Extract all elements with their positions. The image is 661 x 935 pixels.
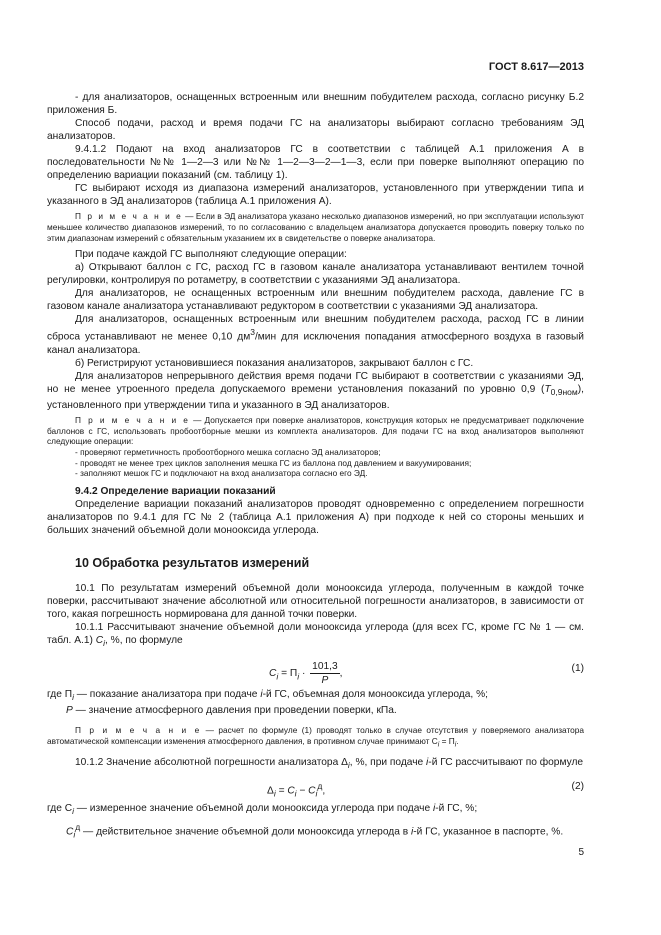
text-run: — действительное значение объемной доли монооксида углерода в xyxy=(80,826,411,838)
subscript: i xyxy=(315,788,318,799)
note xyxy=(47,211,584,243)
paragraph: При подаче каждой ГС выполняют следующие операции: xyxy=(75,249,347,261)
paragraph xyxy=(47,313,584,357)
symbol: C xyxy=(95,635,104,647)
paragraph xyxy=(47,756,584,772)
text-run: Для анализаторов непрерывного действия время подачи ГС выбирают в соответствии с указаниями ЭД, но не менее утроенного предела допускаемого времени установления показаний по уровню 0,9 ( xyxy=(47,371,584,396)
paragraph: Определение вариации показаний анализаторов проводят одновременно с определением погрешности анализаторов по 9.4.1 для ГС № 2 (таблица А.1 приложения А) при подходе к ней со стороны меньших и больших значений объемной доли монооксида углерода. xyxy=(47,498,584,536)
text-run: -й ГС, объемная доля монооксида углерода, %; xyxy=(262,689,488,701)
paragraph: а) Открывают баллон с ГС, расход ГС в газовом канале анализатора устанавливают вентилем точной регулировки, контролируя по ротаметру, в соответствии с указаниями ЭД анализатора. xyxy=(47,262,584,287)
text-run: где C xyxy=(47,803,73,815)
note xyxy=(47,415,584,447)
text-run: ), установленного при утверждении типа и указанного в ЭД анализаторов. xyxy=(47,384,584,412)
formula-2 xyxy=(47,774,584,800)
paragraph: ГС выбирают исходя из диапазона измерений анализаторов, установленного при утверждении типа и указанного в ЭД анализаторов (таблица А.1 приложения А). xyxy=(47,183,584,208)
formula-expression xyxy=(267,780,325,800)
denominator: P xyxy=(321,675,329,687)
text-run: 10.1.2 Значение абсолютной погрешности анализатора Δ xyxy=(75,757,348,769)
text-run: -й ГС рассчитывают по формуле xyxy=(428,757,584,769)
section-heading: 10 Обработка результатов измерений xyxy=(75,555,310,570)
subscript: i xyxy=(72,806,74,817)
paragraph: Для анализаторов, не оснащенных встроенным или внешним побудителем расхода, давление ГС в газовом канале анализатора устанавливают редуктором в соответствии с указаниями ЭД анализатора. xyxy=(47,288,584,313)
formula-number: (2) xyxy=(571,781,584,793)
subscript: 0,9ном xyxy=(550,387,578,398)
note-text: — Если в ЭД анализатора указано несколько диапазонов измерений, но при эксплуатации используют меньшее количество диапазонов измерений, то по согласованию с владельцем анализатора допускается проводить поверку только по этим диапазонам измерений с обязательным указанием их в свидетельстве о поверке анализатора. xyxy=(47,211,584,243)
list-item: - проверяют герметичность пробоотборного мешка согласно ЭД анализаторов; xyxy=(75,446,381,457)
page-body xyxy=(47,91,584,842)
formula-expression xyxy=(269,660,343,687)
where-line xyxy=(47,688,584,704)
note-text: — расчет по формуле (1) проводят только в случае отсутствия у поверяемого анализатора автоматической компенсации изменения атмосферного давления, в противном случае принимают C xyxy=(47,725,584,746)
subscript: i xyxy=(454,741,457,749)
paragraph: 10.1 По результатам измерений объемной доли монооксида углерода, полученным в каждой точке поверки, рассчитывают значение абсолютной или относительной погрешности анализаторов, в зависимости от того, какая погрешность нормирована для данной точки поверки. xyxy=(47,582,584,621)
symbol: T xyxy=(544,384,551,396)
text-run: 10.1.1 Рассчитывают значение объемной доли монооксида углерода (для всех ГС, кроме ГС № 1 — см. табл. А.1) xyxy=(47,622,584,647)
symbol: i xyxy=(410,826,414,838)
text-run: — показание анализатора при подаче xyxy=(73,689,261,701)
symbol: C xyxy=(269,668,277,680)
symbol: i xyxy=(260,689,263,701)
text-run: , %, по формуле xyxy=(104,635,183,647)
list-item: - заполняют мешок ГС и подключают на вход анализатора согласно его ЭД. xyxy=(75,468,368,479)
symbol: P xyxy=(66,705,73,717)
note xyxy=(47,725,584,751)
paragraph: - для анализаторов, оснащенных встроенным или внешним побудителем расхода, согласно рисунку Б.2 приложения Б. xyxy=(47,92,584,117)
subsection-heading: 9.4.2 Определение вариации показаний xyxy=(75,485,276,497)
symbol: = C xyxy=(275,785,295,797)
fraction xyxy=(310,660,340,687)
paragraph xyxy=(47,370,584,412)
subscript: i xyxy=(347,760,350,771)
where-line xyxy=(47,704,584,717)
subscript: i xyxy=(103,638,105,649)
superscript: д xyxy=(75,822,81,833)
subscript: i xyxy=(437,741,440,749)
symbol: = Π xyxy=(278,668,298,680)
paragraph: Способ подачи, расход и время подачи ГС на анализаторы выбирают согласно требованиям ЭД анализаторов. xyxy=(47,118,584,143)
symbol: i xyxy=(433,803,436,815)
subscript: i xyxy=(73,829,76,840)
note-label: П р и м е ч а н и е xyxy=(75,211,183,222)
document-header: ГОСТ 8.617—2013 xyxy=(488,61,584,73)
page-number: 5 xyxy=(578,847,584,858)
list-item: - проводят не менее трех циклов заполнения мешка ГС из баллона под давлением и вакуумирования; xyxy=(75,457,472,468)
superscript: 3 xyxy=(250,327,255,338)
where-line xyxy=(47,802,584,818)
formula-number: (1) xyxy=(571,663,584,675)
symbol: , xyxy=(339,668,343,680)
text-run: /мин для исключения попадания атмосферного воздуха в газовый канал анализатора. xyxy=(47,331,584,356)
subscript: i xyxy=(72,692,74,703)
text-run: = Π xyxy=(439,735,455,746)
text-run: -й ГС, %; xyxy=(435,803,478,815)
symbol: i xyxy=(426,757,429,769)
subscript: i xyxy=(297,671,300,682)
subscript: i xyxy=(294,788,297,799)
numerator: 101,3 xyxy=(310,660,340,674)
paragraph: б) Регистрируют установившиеся показания анализаторов, закрывают баллон с ГС. xyxy=(75,357,474,369)
text-run: где Π xyxy=(47,689,73,701)
note-label: П р и м е ч а н и е xyxy=(75,415,190,426)
note-text: — Допускается при поверке анализаторов, конструкция которых не предусматривает подключение баллонов с ГС, использовать пробоотборные мешки из комплекта анализаторов. Для подачи ГС на вход анализаторов выполняют следующие операции: xyxy=(47,415,585,447)
text-run: — значение атмосферного давления при проведении поверки, кПа. xyxy=(72,705,397,717)
symbol: − C xyxy=(296,785,316,797)
formula-1 xyxy=(47,652,584,686)
subscript: i xyxy=(273,788,276,799)
where-line xyxy=(47,821,584,841)
superscript: д xyxy=(317,781,323,792)
symbol: Δ xyxy=(267,785,274,797)
symbol: C xyxy=(66,826,74,838)
text-run: , %, при подаче xyxy=(349,757,427,769)
subscript: i xyxy=(276,671,279,682)
paragraph: 9.4.1.2 Подают на вход анализаторов ГС в соответствии с таблицей А.1 приложения А в последовательности №№ 1—2—3 или №№ 1—2—3—2—1—3, если при поверке выполняют операцию по определению вариации показаний (см. таблицу 1). xyxy=(47,144,584,182)
symbol: · xyxy=(299,668,309,680)
text-run: — измеренное значение объемной доли монооксида углерода при подаче xyxy=(73,803,433,815)
note-list xyxy=(47,447,584,479)
note-label: П р и м е ч а н и е xyxy=(75,725,202,736)
text-run: -й ГС, указанное в паспорте, %. xyxy=(413,826,564,838)
text-run: Для анализаторов, оснащенных встроенным или внешним побудителем расхода, расход ГС в линии сброса устанавливают не менее 0,10 дм xyxy=(47,314,584,343)
text-run: . xyxy=(456,735,459,746)
symbol: , xyxy=(322,785,326,797)
paragraph xyxy=(47,621,584,650)
